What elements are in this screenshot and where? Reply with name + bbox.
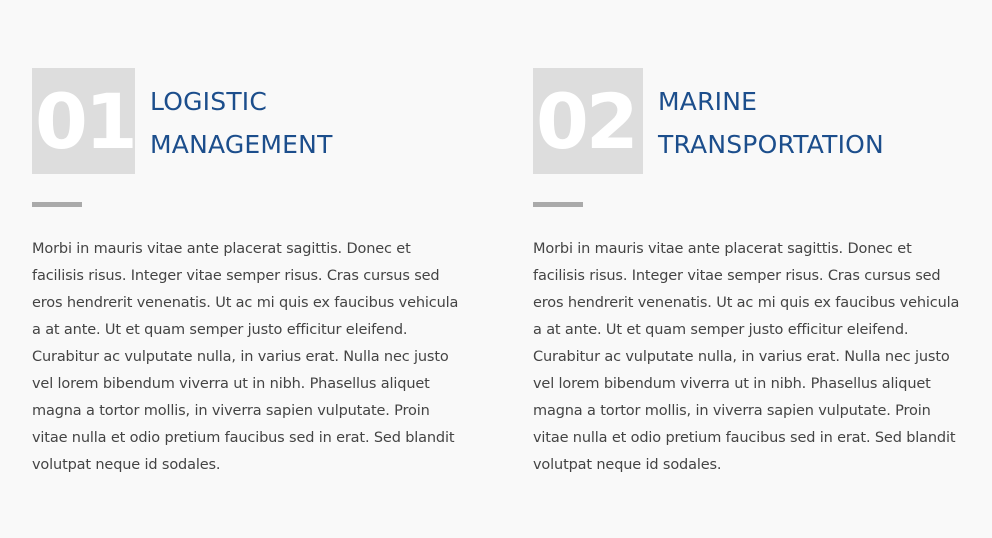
service-title — [658, 80, 884, 166]
service-header — [533, 68, 963, 174]
service-title — [150, 80, 333, 166]
service-title-line-1: LOGISTIC — [150, 87, 268, 116]
service-number: 02 — [536, 77, 636, 166]
service-header — [32, 68, 462, 174]
service-description: Morbi in mauris vitae ante placerat sagittis. Donec et facilisis risus. Integer vitae semper risus. Cras cursus sed eros hendrerit venenatis. Ut ac mi quis ex faucibus vehicula a at ante. Ut et quam semper justo efficitur eleifend. Curabitur ac vulputate nulla, in varius erat. Nulla nec justo vel lorem bibendum viverra ut in nibh. Phasellus aliquet magna a tortor mollis, in viverra sapien vulputate. Proin vitae nulla et odio pretium faucibus sed in erat. Sed blandit volutpat neque id sodales. — [32, 241, 459, 473]
title-divider — [32, 202, 82, 207]
service-card-logistic-management — [32, 68, 462, 473]
service-number-box — [32, 68, 135, 174]
service-number: 01 — [35, 77, 135, 166]
service-title-line-2: TRANSPORTATION — [658, 130, 884, 159]
title-divider — [533, 202, 583, 207]
service-card-marine-transportation — [533, 68, 963, 473]
service-title-line-2: MANAGEMENT — [150, 130, 333, 159]
service-title-line-1: MARINE — [658, 87, 758, 116]
service-number-box — [533, 68, 643, 174]
service-description: Morbi in mauris vitae ante placerat sagittis. Donec et facilisis risus. Integer vitae semper risus. Cras cursus sed eros hendrerit venenatis. Ut ac mi quis ex faucibus vehicula a at ante. Ut et quam semper justo efficitur eleifend. Curabitur ac vulputate nulla, in varius erat. Nulla nec justo vel lorem bibendum viverra ut in nibh. Phasellus aliquet magna a tortor mollis, in viverra sapien vulputate. Proin vitae nulla et odio pretium faucibus sed in erat. Sed blandit volutpat neque id sodales. — [533, 241, 960, 473]
